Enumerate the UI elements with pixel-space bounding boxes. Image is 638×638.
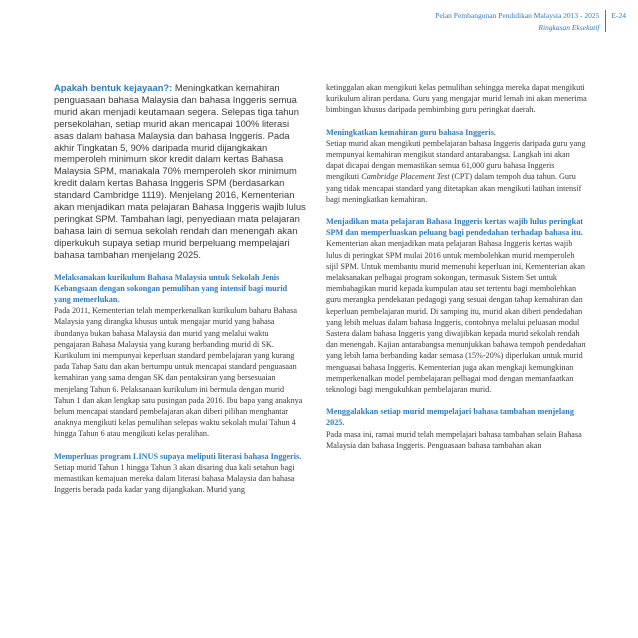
curriculum-heading: Melaksanakan kurikulum Bahasa Malaysia untuk Sekolah Jenis Kebangsaan dengan sokongan pemulihan yang intensif bagi murid yang memerlukan. <box>54 272 288 304</box>
header-text <box>435 10 599 34</box>
teacher-skills-body-a: Setiap murid akan mengikuti pembelajaran bahasa Inggeris daripada guru yang mempunyai kemahiran mengikut standard antarabangsa. Langkah ini akan dapat dicapai dengan memastikan semua 61,000 guru bahasa Inggeris mengikuti <box>326 138 586 182</box>
spm-body: Kementerian akan menjadikan mata pelajaran Bahasa Inggeris kertas wajib lulus di peringkat SPM mulai 2016 untuk membolehkan murid memperoleh sijil SPM. Untuk membantu murid memenuhi keperluan ini, Kementerian akan melaksanakan pelbagai program sokongan, termasuk Sistem Set untuk membahagikan murid kepada kumpulan atau set tertentu bagi membolehkan guru merangka pendekatan pedagogi yang sesuai dengan tahap kemahiran dan keperluan pembelajaran murid. Di samping itu, murid akan diberi pendedahan yang lebih meluas dalam bahasa Inggeris, contohnya melalui peluasan modul Sastera dalam bahasa Inggeris yang diwajibkan kepada murid sekolah rendah dan menengah. Kajian antarabangsa menunjukkan bahawa tempoh pendedahan yang lebih lama berbanding kadar semasa (15%-20%) diperlukan untuk murid menguasai bahasa Inggeris. Kementerian juga akan mengkaji kemungkinan memperkenalkan model pembelajaran pelbagai mod dengan memanfaatkan teknologi bagi mengukuhkan pembelajaran murid. <box>326 239 586 395</box>
additional-language-body: Pada masa ini, ramai murid telah mempelajari bahasa tambahan selain Bahasa Malaysia dan bahasa Inggeris. Penguasaan bahasa tambahan akan <box>326 429 582 450</box>
header-divider <box>605 10 606 32</box>
teacher-skills-body-b: (CPT) dalam tempoh dua tahun. Guru yang tidak mencapai standard yang ditetapkan akan mengikuti latihan intensif bagi meningkatkan kemahiran. <box>326 172 582 204</box>
linus-body: Setiap murid Tahun 1 hingga Tahun 3 akan disaring dua kali setahun bagi memastikan kemajuan mereka dalam literasi bahasa Malaysia dan bahasa Inggeris berada pada kadar yang dijangkakan. Murid yang <box>54 462 295 495</box>
spm-heading: Menjadikan mata pelajaran Bahasa Inggeris kertas wajib lulus peringkat SPM dan memperluaskan peluang bagi pendedahan terhadap bahasa itu. <box>326 217 584 238</box>
linus-heading: Memperluas program LINUS supaya meliputi literasi bahasa Inggeris. <box>54 451 302 461</box>
right-column <box>326 82 588 462</box>
success-body: Meningkatkan kemahiran penguasaan bahasa Malaysia dan bahasa Inggeris semua murid akan menjadi keutamaan segera. Selepas tiga tahun persekolahan, setiap murid akan mencapai 100% literasi asas dalam bahasa Malaysia dan bahasa Inggeris. Pada akhir Tingkatan 5, 90% daripada murid dijangkakan memperoleh minimum skor kredit dalam kertas Bahasa Malaysia SPM, manakala 70% memperoleh skor minimum kredit dalam kertas Bahasa Inggeris SPM (berdasarkan standard Cambridge 1119). Menjelang 2016, Kementerian akan menjadikan mata pelajaran Bahasa Inggeris wajib lulus peringkat SPM. Tambahan lagi, penyediaan mata pelajaran bahasa lain di semua sekolah rendah dan menengah akan diperkukuh supaya setiap murid berpeluang mempelajari bahasa tambahan menjelang 2025. <box>54 82 306 260</box>
continuation-body: ketinggalan akan mengikuti kelas pemulihan sehingga mereka dapat mengikuti kurikulum aliran perdana. Guru yang mengajar murid lemah ini akan menerima bimbingan khusus daripada pembimbing guru peringkat daerah. <box>326 83 587 115</box>
linus-paragraph <box>54 451 306 496</box>
curriculum-paragraph <box>54 272 306 440</box>
teacher-skills-paragraph <box>326 127 588 205</box>
success-lead: Apakah bentuk kejayaan?: <box>54 82 173 93</box>
header-subtitle: Ringkasan Eksekutif <box>538 23 600 32</box>
header-title: Pelan Pembangunan Pendidikan Malaysia 2013 - 2025 <box>435 11 600 20</box>
page-number: E-24 <box>611 11 626 20</box>
continuation-paragraph <box>326 82 588 116</box>
left-column <box>54 82 306 506</box>
success-paragraph <box>54 82 306 261</box>
teacher-skills-italic: Cambridge Placement Test <box>361 172 450 182</box>
teacher-skills-heading: Meningkatkan kemahiran guru bahasa Inggeris. <box>326 127 496 137</box>
spm-paragraph <box>326 216 588 395</box>
additional-language-paragraph <box>326 406 588 451</box>
page-header <box>435 10 626 34</box>
curriculum-body: Pada 2011, Kementerian telah memperkenalkan kurikulum baharu Bahasa Malaysia yang dirangka khusus untuk mengajar murid yang bahasa ibundanya bukan bahasa Malaysia dan murid yang melalui waktu pengajaran Bahasa Malaysia yang kurang berbanding murid di SK. Kurikulum ini mempunyai keperluan standard pembelajaran yang kurang pada Tahap Satu dan akan bertumpu untuk mencapai standard penguasaan kemahiran yang sama dengan SK dan pentaksiran yang bersesuaian menjelang Tahun 6. Pelaksanaan kurikulum ini bermula dengan murid Tahun 1 dan akan lengkap satu pusingan pada 2016. Ibu bapa yang anaknya belum mencapai standard pembelajaran akan diberi pilihan menghantar anaknya mengikuti kelas pemulihan selepas waktu sekolah mulai Tahun 4 hingga Tahun 6 atau mengikuti kelas peralihan. <box>54 306 303 439</box>
additional-language-heading: Menggalakkan setiap murid mempelajari bahasa tambahan menjelang 2025. <box>326 407 574 428</box>
